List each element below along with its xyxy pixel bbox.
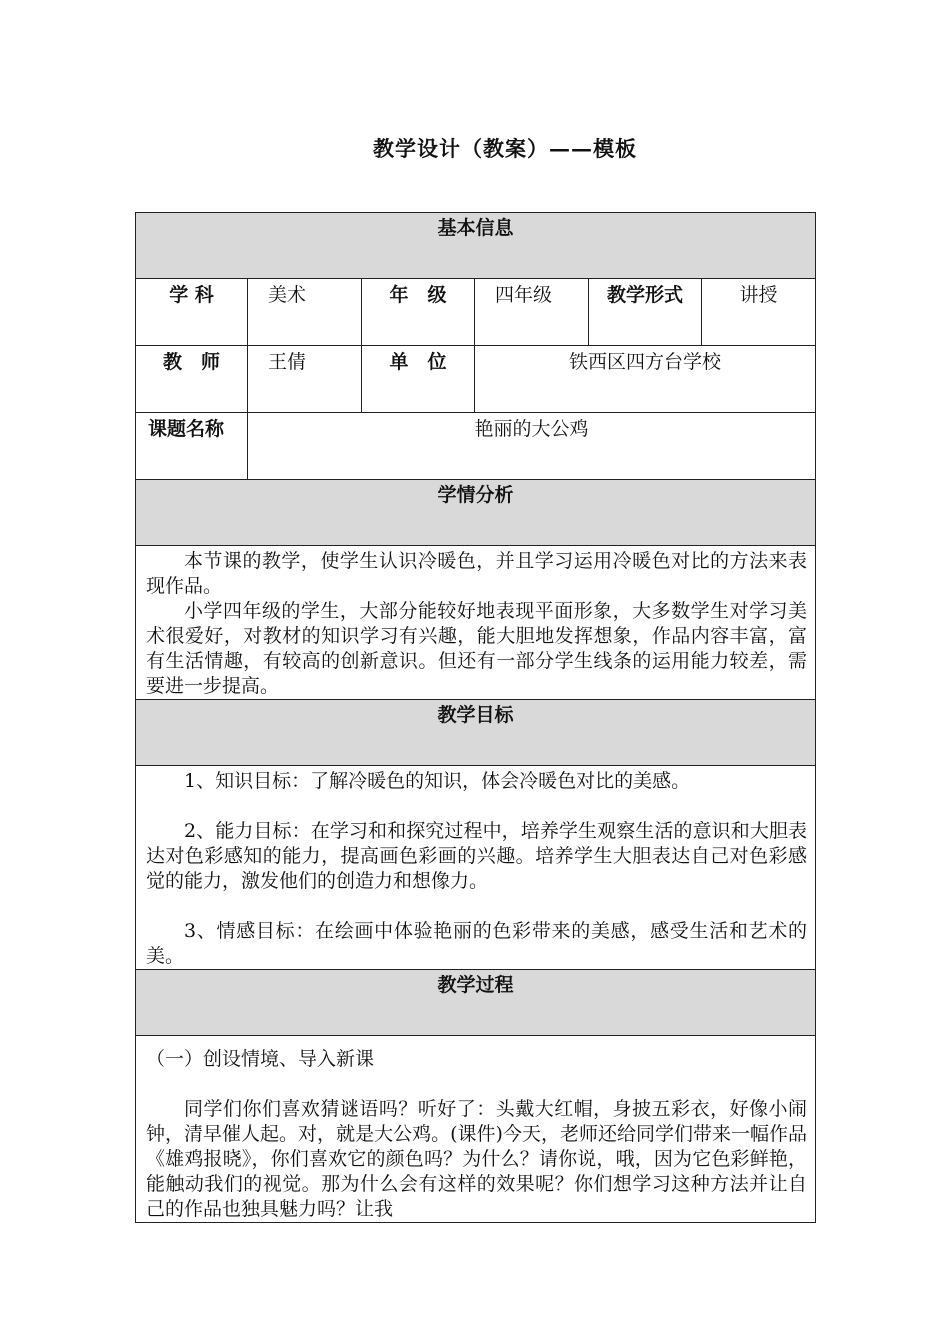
topic-label: 课题名称 bbox=[136, 413, 248, 480]
process-paragraph: 同学们你们喜欢猜谜语吗？听好了：头戴大红帽，身披五彩衣，好像小闹钟，清早催人起。对，就是大公鸡。(课件)今天，老师还给同学们带来一幅作品《雄鸡报晓》，你们喜欢它的颜色吗？为什么？请你说，哦，因为它色彩鲜艳，能触动我们的视觉。那为什么会有这样的效果呢？你们想学习这种方法并让自己的作品也独具魅力吗？让我 bbox=[146, 1098, 808, 1220]
form-label: 教学形式 bbox=[589, 279, 702, 346]
process-content bbox=[136, 1036, 816, 1223]
grade-value: 四年级 bbox=[475, 279, 589, 346]
document-title: 教学设计（教案）——模板 bbox=[373, 136, 637, 161]
lesson-plan-table bbox=[135, 212, 816, 1223]
subject-value: 美术 bbox=[248, 279, 362, 346]
goals-content bbox=[136, 766, 816, 970]
unit-value: 铁西区四方台学校 bbox=[475, 346, 816, 413]
basic-info-header: 基本信息 bbox=[136, 213, 816, 279]
unit-label: 单 位 bbox=[362, 346, 475, 413]
goals-header: 教学目标 bbox=[136, 700, 816, 766]
grade-label: 年 级 bbox=[362, 279, 475, 346]
analysis-content bbox=[136, 546, 816, 700]
analysis-header: 学情分析 bbox=[136, 480, 816, 546]
subject-label: 学 科 bbox=[136, 279, 248, 346]
process-header: 教学过程 bbox=[136, 970, 816, 1036]
teacher-label: 教 师 bbox=[136, 346, 248, 413]
process-step-title: （一）创设情境、导入新课 bbox=[146, 1048, 375, 1070]
teacher-value: 王倩 bbox=[248, 346, 362, 413]
analysis-paragraph: 小学四年级的学生，大部分能较好地表现平面形象，大多数学生对学习美术很爱好，对教材的知识学习有兴趣，能大胆地发挥想象，作品内容丰富，富有生活情趣，有较高的创新意识。但还有一部分学生线条的运用能力较差，需要进一步提高。 bbox=[146, 600, 808, 697]
form-value: 讲授 bbox=[702, 279, 816, 346]
analysis-paragraph: 本节课的教学，使学生认识冷暖色，并且学习运用冷暖色对比的方法来表现作品。 bbox=[146, 550, 808, 597]
topic-value: 艳丽的大公鸡 bbox=[248, 413, 816, 480]
goal-ability: 2、能力目标：在学习和和探究过程中，培养学生观察生活的意识和大胆表达对色彩感知的能力，提高画色彩画的兴趣。培养学生大胆表达自己对色彩感觉的能力，激发他们的创造力和想像力。 bbox=[146, 820, 808, 892]
goal-emotion: 3、情感目标：在绘画中体验艳丽的色彩带来的美感，感受生活和艺术的美。 bbox=[146, 920, 808, 967]
goal-knowledge: 1、知识目标：了解冷暖色的知识，体会冷暖色对比的美感。 bbox=[184, 770, 691, 792]
